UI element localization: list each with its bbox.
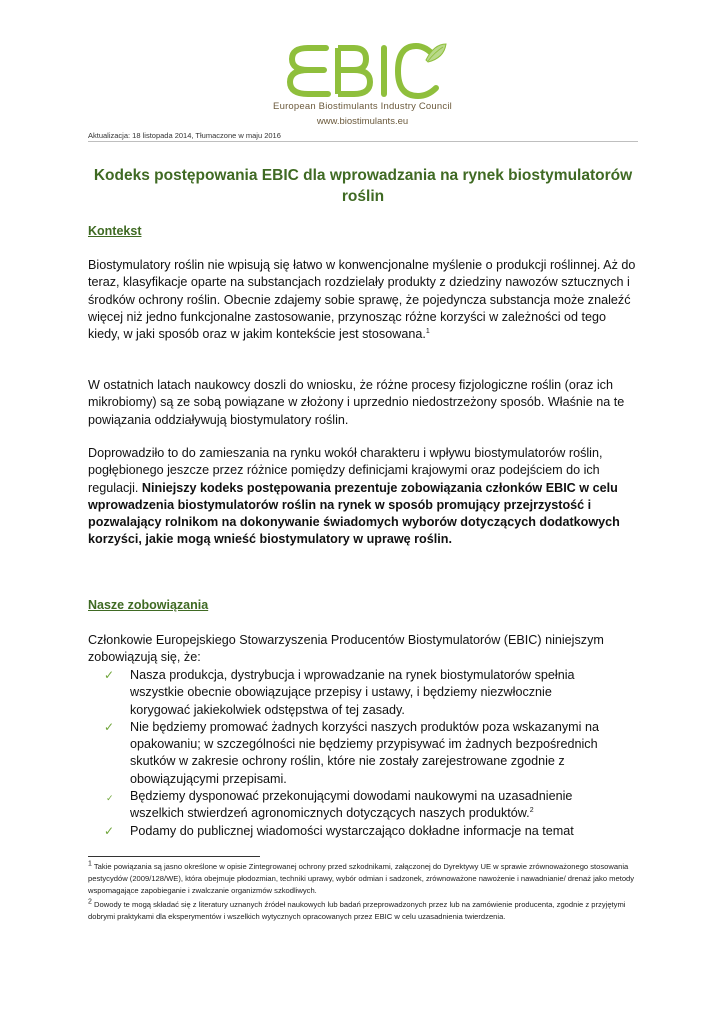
document-title: Kodeks postępowania EBIC dla wprowadzania na rynek biostymulatorów roślin xyxy=(93,167,633,205)
footnote-text: Dowody te mogą składać się z literatury uznanych źródeł naukowych lub badań przeprowadzonych przez lub na zamówienie producenta, zgodnie z przyjętymi dobrymi praktykami dla eksperymentów i wszelkich wytycznych opracowanych przez EBIC w celu uzasadnienia twierdzenia. xyxy=(88,899,626,921)
paragraph-1 xyxy=(88,257,638,343)
section-heading-kontekst: Kontekst xyxy=(88,224,142,238)
footnotes xyxy=(88,861,640,924)
paragraph-1-text: Biostymulatory roślin nie wpisują się łatwo w konwencjonalne myślenie o produkcji roślinnej. Aż do teraz, klasyfikacje oparte na substancjach rozdzielały produkty z dziedziny nawozów sztucznych i środków ochrony roślin. Obecnie zdajemy sobie sprawę, że pojedyncza substancja może znaleźć więcej niż jedno funkcjonalne zastosowanie, przynosząc różne korzyści w zależności od tego kiedy, w jaki sposób oraz w jakim kontekście jest stosowana. xyxy=(88,258,636,342)
commitments-list xyxy=(104,667,604,840)
checkmark-icon: ✓ xyxy=(104,719,115,734)
list-item-text: Nasza produkcja, dystrybucja i wprowadzanie na rynek biostymulatorów spełnia wszystkie obecnie obowiązujące przepisy i ustawy, i będziemy niezwłocznie korygować jakiekolwiek odstępstwa of tej zasady. xyxy=(130,668,575,717)
footnote-ref-1[interactable]: 1 xyxy=(425,328,430,335)
footnote-divider xyxy=(88,856,260,857)
ebic-logo-graphic xyxy=(278,40,448,102)
header-divider xyxy=(88,141,638,142)
paragraph-3 xyxy=(88,445,638,549)
list-item-text: Będziemy dysponować przekonującymi dowodami naukowymi na uzasadnienie wszelkich stwierdzeń agronomicznych dotyczących naszych produktów. xyxy=(130,789,573,821)
update-date-line: Aktualizacja: 18 listopada 2014, Tłumaczone w maju 2016 xyxy=(88,131,281,140)
footnote-number: 1 xyxy=(88,860,92,868)
list-item xyxy=(104,823,604,840)
commitments-intro: Członkowie Europejskiego Stowarzyszenia Producentów Biostymulatorów (EBIC) niniejszym zobowiązują się, że: xyxy=(88,633,604,665)
list-item-text: Podamy do publicznej wiadomości wystarczająco dokładne informacje na temat xyxy=(130,823,574,838)
footnote-ref-2[interactable]: 2 xyxy=(529,807,534,815)
checkmark-icon: ✓ xyxy=(104,668,115,682)
council-name: European Biostimulants Industry Council xyxy=(273,101,452,112)
footnote-1 xyxy=(88,861,640,898)
list-item-text: Nie będziemy promować żadnych korzyści naszych produktów poza wskazanymi na opakowaniu; w szczególności nie będziemy przypisywać im żadnych bezpośrednich skutków w zakresie ochrony roślin, które nie zostały zarejestrowane zgodnie z obowiązującymi przepisami. xyxy=(130,719,599,786)
footnote-2 xyxy=(88,899,640,923)
list-item xyxy=(104,719,604,788)
section-heading-zobowiazania: Nasze zobowiązania xyxy=(88,598,209,612)
paragraph-2: W ostatnich latach naukowcy doszli do wniosku, że różne procesy fizjologiczne roślin (oraz ich mikrobiomy) są ze sobą powiązane w złożony i uprzednio niedostrzeżony sposób. Właśnie na te powiązania oddziaływują biostymulatory roślin. xyxy=(88,378,625,427)
footnote-number: 2 xyxy=(88,898,92,906)
list-item xyxy=(104,788,604,823)
website-link[interactable]: www.biostimulants.eu xyxy=(316,116,409,127)
paragraph-3-bold: Niniejszy kodeks postępowania prezentuje zobowiązania członków EBIC w celu wprowadzenia biostymulatorów roślin na rynek w sposób promujący przejrzystość i pozwalający rolnikom na dokonywanie świadomych wyborów dotyczących dodatkowych korzyści, jakie mogą wnieść biostymulatory w uprawę roślin. xyxy=(88,480,620,547)
checkmark-icon: ✓ xyxy=(106,794,114,805)
list-item xyxy=(104,667,604,719)
paragraph-3-text: Doprowadziło to do zamieszania na rynku wokół charakteru i wpływu biostymulatorów roślin, pogłębionego jeszcze przez różnice pomiędzy definicjami krajowymi oraz podejściem do ich regulacji. xyxy=(88,446,603,495)
footnote-text: Takie powiązania są jasno określone w opisie Zintegrowanej ochrony przed szkodnikami, załączonej do Dyrektywy UE w sprawie zrównoważonego stosowania pestycydów (2009/128/WE), która obejmuje płodozmian, techniki uprawy, wybór odmian i sadzonek, zrównoważone nawożenie i nawadnianie/ drenaż jako metody wspomagające zapobieganie i zwalczanie organizmów szkodliwych. xyxy=(88,862,635,896)
ebic-logo xyxy=(0,40,725,102)
checkmark-icon: ✓ xyxy=(104,823,115,838)
